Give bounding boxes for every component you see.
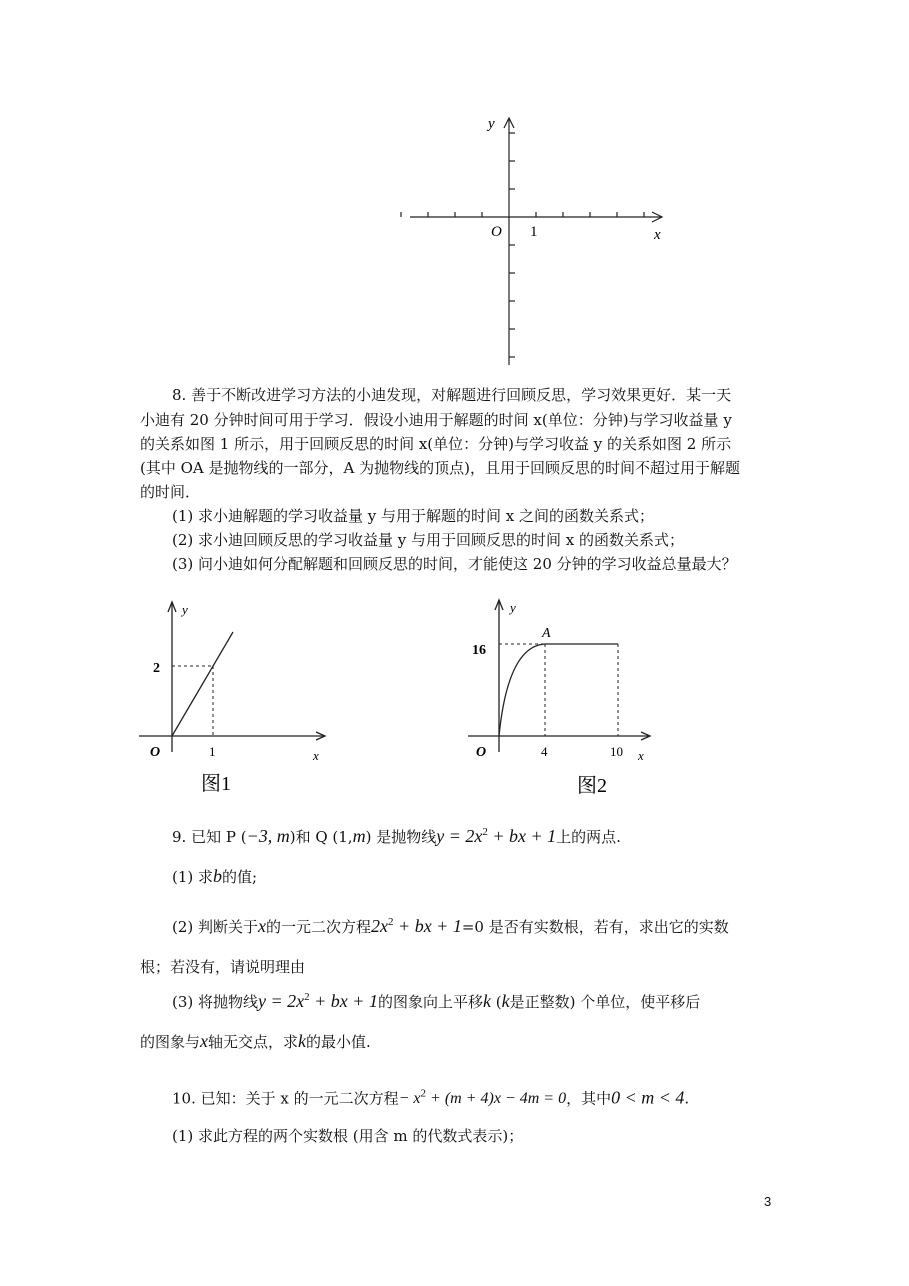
q9-sub3-line2: 的图象与x轴无交点，求k的最小值.	[140, 1031, 371, 1051]
q10-equation: − $x^2 + (m + 4)x - 4m = 0$	[398, 1088, 567, 1108]
fig2-y-label: y	[510, 600, 516, 615]
q10-condition: 0 < m < 4	[611, 1087, 685, 1108]
fig1-line	[172, 632, 233, 736]
figure-1	[135, 592, 335, 802]
q10-stem: 10. 已知：关于 x 的一元二次方程− $x^2 + (m + 4)x - 4m = 0$，其中0 < m < 4.	[172, 1087, 690, 1108]
fig2-point-label: A	[542, 626, 551, 641]
p-coordinate: −3, m	[246, 826, 290, 846]
fig1-y-label: y	[182, 602, 188, 617]
top-x-label: x	[654, 227, 661, 243]
fig2-origin-label: O	[476, 745, 487, 760]
figure-2	[460, 592, 660, 802]
fig1-x-label: x	[313, 748, 319, 763]
top-origin-label: O	[491, 224, 502, 240]
q8-line-4: (其中 OA 是抛物线的一部分，A 为抛物线的顶点)，且用于回顾反思的时间不超过用于解题	[140, 459, 740, 477]
q8-line-3: 的关系如图 1 所示，用于回顾反思的时间 x(单位：分钟)与学习收益 y 的关系如图 2 所示	[140, 435, 732, 453]
q8-line-2: 小迪有 20 分钟时间可用于学习．假设小迪用于解题的时间 x(单位：分钟)与学习收益量 y	[140, 411, 732, 429]
q8-sub1: (1) 求小迪解题的学习收益量 y 与用于解题的时间 x 之间的函数关系式；	[172, 507, 655, 525]
fig1-caption: 图1	[201, 773, 231, 795]
top-y-label: y	[488, 116, 495, 132]
q8-line-5: 的时间．	[140, 483, 201, 501]
q9-sub2-line2: 根；若没有，请说明理由	[140, 958, 306, 976]
fig1-y-tick: 2	[153, 661, 160, 676]
q9-sub1: (1) 求b的值;	[172, 866, 258, 886]
q8-line-1: 8. 善于不断改进学习方法的小迪发现，对解题进行回顾反思，学习效果更好．某一天	[172, 386, 732, 404]
parabola-equation: $y = 2x^2$ + bx + 1	[436, 826, 557, 846]
q10-sub1: (1) 求此方程的两个实数根 (用含 m 的代数式表示)；	[172, 1127, 524, 1145]
blank-coordinate-grid	[400, 110, 680, 370]
fig2-parabola	[499, 644, 545, 736]
q8-sub3: (3) 问小迪如何分配解题和回顾反思的时间，才能使这 20 分钟的学习收益总量最大？	[172, 555, 737, 573]
fig2-x-tick-10: 10	[610, 744, 623, 759]
top-unit-label: 1	[530, 224, 538, 240]
q8-sub2: (2) 求小迪回顾反思的学习收益量 y 与用于回顾反思的时间 x 的函数关系式；	[172, 531, 685, 549]
fig1-origin-label: O	[150, 745, 161, 760]
fig2-y-tick: 16	[472, 643, 486, 658]
fig2-caption: 图2	[577, 775, 607, 797]
page-number: 3	[764, 1194, 772, 1209]
fig2-x-tick-4: 4	[541, 744, 548, 759]
q9-sub2-line1: (2) 判断关于x的一元二次方程$2x^2$ + bx + 1=0 是否有实数根，若有，求出它的实数	[172, 916, 729, 936]
q-coordinate: m	[352, 826, 366, 846]
q9-sub3-line1: (3) 将抛物线$y = 2x^2$ + bx + 1的图象向上平移k (k是正整数) 个单位，使平移后	[172, 991, 701, 1011]
fig1-x-tick: 1	[209, 744, 216, 759]
fig2-x-label: x	[638, 748, 644, 763]
q9-stem: 9. 已知 P (−3, m)和 Q (1,m) 是抛物线$y = 2x^2$ + bx + 1上的两点.	[172, 826, 621, 846]
